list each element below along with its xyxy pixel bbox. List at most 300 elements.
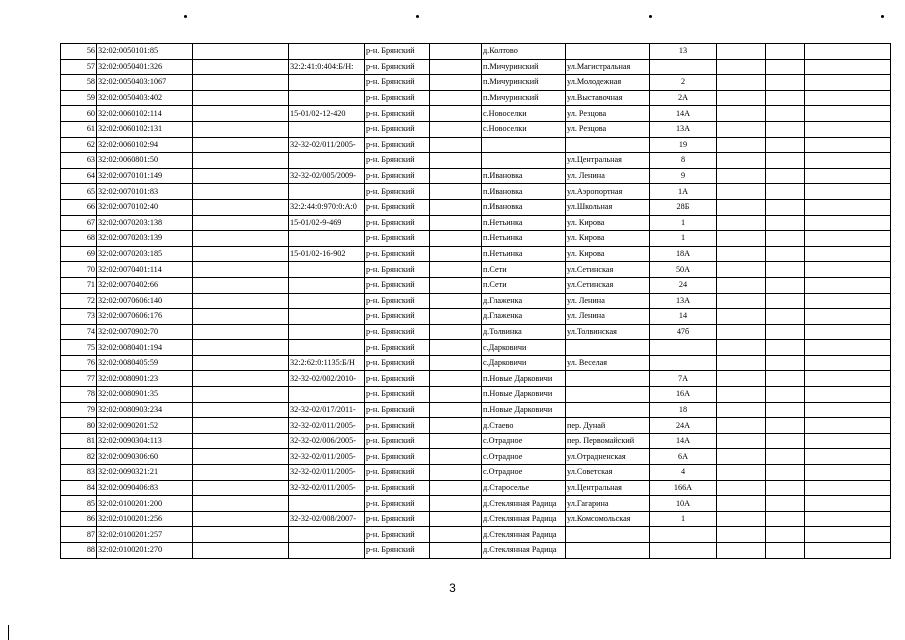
cell-num: 62 bbox=[61, 137, 97, 153]
cell-num: 58 bbox=[61, 75, 97, 91]
cell-c6 bbox=[430, 511, 482, 527]
cell-district: р-н. Брянский bbox=[365, 309, 430, 325]
cell-street bbox=[566, 371, 650, 387]
table-row bbox=[61, 371, 891, 387]
cell-c3 bbox=[193, 293, 289, 309]
table-row bbox=[61, 387, 891, 403]
cell-num: 71 bbox=[61, 277, 97, 293]
cell-num: 84 bbox=[61, 480, 97, 496]
cell-c11 bbox=[766, 293, 805, 309]
cell-c3 bbox=[193, 231, 289, 247]
cell-c6 bbox=[430, 106, 482, 122]
cell-c3 bbox=[193, 153, 289, 169]
cell-cadastral: 32:02:0060102:94 bbox=[97, 137, 193, 153]
cell-c6 bbox=[430, 168, 482, 184]
cell-c11 bbox=[766, 184, 805, 200]
cell-c10 bbox=[717, 59, 766, 75]
cell-c3 bbox=[193, 340, 289, 356]
table-row bbox=[61, 480, 891, 496]
cell-c11 bbox=[766, 168, 805, 184]
cell-c3 bbox=[193, 355, 289, 371]
cell-street bbox=[566, 44, 650, 60]
cell-c6 bbox=[430, 418, 482, 434]
cell-inventory: 15-01/02-16-902 bbox=[289, 246, 365, 262]
cell-house: 1 bbox=[650, 231, 717, 247]
cell-inventory: 15-01/02-9-469 bbox=[289, 215, 365, 231]
cell-c12 bbox=[805, 121, 891, 137]
cell-c11 bbox=[766, 387, 805, 403]
cell-c11 bbox=[766, 355, 805, 371]
cell-street: ул. Кирова bbox=[566, 215, 650, 231]
cell-district: р-н. Брянский bbox=[365, 324, 430, 340]
cell-locality: п.Новые Дарковичи bbox=[482, 387, 566, 403]
cell-c12 bbox=[805, 293, 891, 309]
table-row bbox=[61, 215, 891, 231]
cell-house: 13А bbox=[650, 293, 717, 309]
table-row bbox=[61, 44, 891, 60]
cell-house: 8 bbox=[650, 153, 717, 169]
cell-cadastral: 32:02:0050403:1067 bbox=[97, 75, 193, 91]
cell-street: ул. Резцова bbox=[566, 121, 650, 137]
cell-district: р-н. Брянский bbox=[365, 387, 430, 403]
cell-inventory bbox=[289, 184, 365, 200]
cell-c11 bbox=[766, 402, 805, 418]
cell-street: ул. Резцова bbox=[566, 106, 650, 122]
cell-house: 14А bbox=[650, 433, 717, 449]
cell-locality: д.Глаженка bbox=[482, 309, 566, 325]
cell-district: р-н. Брянский bbox=[365, 59, 430, 75]
cell-c10 bbox=[717, 121, 766, 137]
cell-num: 82 bbox=[61, 449, 97, 465]
cell-inventory: 32-32-02/006/2005- bbox=[289, 433, 365, 449]
cell-house: 9 bbox=[650, 168, 717, 184]
cell-c3 bbox=[193, 418, 289, 434]
cell-num: 78 bbox=[61, 387, 97, 403]
cell-cadastral: 32:02:0060102:131 bbox=[97, 121, 193, 137]
cell-inventory: 32-32-02/011/2005- bbox=[289, 418, 365, 434]
scan-mark bbox=[416, 15, 419, 18]
table-row bbox=[61, 309, 891, 325]
cell-inventory bbox=[289, 340, 365, 356]
cell-c10 bbox=[717, 433, 766, 449]
scan-mark bbox=[881, 15, 884, 18]
cell-cadastral: 32:02:0070203:138 bbox=[97, 215, 193, 231]
page-number: 3 bbox=[449, 581, 456, 595]
table-row bbox=[61, 511, 891, 527]
cell-c12 bbox=[805, 309, 891, 325]
cell-c10 bbox=[717, 90, 766, 106]
cell-street: ул.Выставочная bbox=[566, 90, 650, 106]
cell-c11 bbox=[766, 449, 805, 465]
cell-cadastral: 32:02:0080901:35 bbox=[97, 387, 193, 403]
cell-c12 bbox=[805, 449, 891, 465]
cell-c12 bbox=[805, 496, 891, 512]
cell-locality: д.Колтово bbox=[482, 44, 566, 60]
cell-c10 bbox=[717, 153, 766, 169]
cell-c6 bbox=[430, 496, 482, 512]
cell-district: р-н. Брянский bbox=[365, 184, 430, 200]
cell-c10 bbox=[717, 277, 766, 293]
cell-c6 bbox=[430, 340, 482, 356]
cell-c11 bbox=[766, 137, 805, 153]
cell-num: 56 bbox=[61, 44, 97, 60]
cell-c11 bbox=[766, 480, 805, 496]
cell-street: ул.Отрадненская bbox=[566, 449, 650, 465]
cell-num: 80 bbox=[61, 418, 97, 434]
cell-c6 bbox=[430, 137, 482, 153]
cell-street: ул.Магистральная bbox=[566, 59, 650, 75]
cell-street bbox=[566, 402, 650, 418]
cell-inventory bbox=[289, 543, 365, 559]
cell-c10 bbox=[717, 137, 766, 153]
cell-c3 bbox=[193, 277, 289, 293]
cell-num: 61 bbox=[61, 121, 97, 137]
cell-c10 bbox=[717, 449, 766, 465]
cell-cadastral: 32:02:0090306:60 bbox=[97, 449, 193, 465]
cell-locality: д.Стеклянная Радица bbox=[482, 496, 566, 512]
cell-c6 bbox=[430, 75, 482, 91]
cell-c10 bbox=[717, 387, 766, 403]
cell-locality: с.Новоселки bbox=[482, 106, 566, 122]
cell-c6 bbox=[430, 449, 482, 465]
cell-locality: с.Отрадное bbox=[482, 465, 566, 481]
cell-street: ул.Аэропортная bbox=[566, 184, 650, 200]
cell-c10 bbox=[717, 340, 766, 356]
cell-house: 24А bbox=[650, 418, 717, 434]
cell-district: р-н. Брянский bbox=[365, 90, 430, 106]
cell-c3 bbox=[193, 511, 289, 527]
cell-district: р-н. Брянский bbox=[365, 121, 430, 137]
cell-locality: п.Ивановка bbox=[482, 168, 566, 184]
cell-cadastral: 32:02:0070102:40 bbox=[97, 199, 193, 215]
cell-street: ул. Кирова bbox=[566, 246, 650, 262]
cell-c6 bbox=[430, 121, 482, 137]
cell-c12 bbox=[805, 433, 891, 449]
cell-num: 88 bbox=[61, 543, 97, 559]
cell-district: р-н. Брянский bbox=[365, 44, 430, 60]
table-row bbox=[61, 543, 891, 559]
cell-c3 bbox=[193, 168, 289, 184]
cell-street: ул. Веселая bbox=[566, 355, 650, 371]
cell-num: 72 bbox=[61, 293, 97, 309]
cell-locality: п.Мичуринский bbox=[482, 75, 566, 91]
cell-locality bbox=[482, 153, 566, 169]
cell-c11 bbox=[766, 262, 805, 278]
cell-c11 bbox=[766, 199, 805, 215]
cell-district: р-н. Брянский bbox=[365, 215, 430, 231]
cell-c12 bbox=[805, 231, 891, 247]
cell-house: 50А bbox=[650, 262, 717, 278]
cell-cadastral: 32:02:0100201:257 bbox=[97, 527, 193, 543]
cell-c10 bbox=[717, 480, 766, 496]
cell-c12 bbox=[805, 480, 891, 496]
cell-house: 2 bbox=[650, 75, 717, 91]
table-row bbox=[61, 355, 891, 371]
cell-c6 bbox=[430, 387, 482, 403]
cell-c6 bbox=[430, 355, 482, 371]
cell-c12 bbox=[805, 262, 891, 278]
cell-house: 13А bbox=[650, 121, 717, 137]
table-row bbox=[61, 168, 891, 184]
cell-inventory bbox=[289, 90, 365, 106]
cell-num: 67 bbox=[61, 215, 97, 231]
cell-c10 bbox=[717, 199, 766, 215]
cell-inventory: 32-32-02/011/2005- bbox=[289, 465, 365, 481]
cell-c12 bbox=[805, 324, 891, 340]
cell-c11 bbox=[766, 215, 805, 231]
cell-c3 bbox=[193, 199, 289, 215]
cell-c3 bbox=[193, 371, 289, 387]
cell-c3 bbox=[193, 480, 289, 496]
cell-c6 bbox=[430, 153, 482, 169]
cell-c3 bbox=[193, 75, 289, 91]
cell-c11 bbox=[766, 324, 805, 340]
cell-district: р-н. Брянский bbox=[365, 355, 430, 371]
cell-street: ул.Комсомольская bbox=[566, 511, 650, 527]
cell-locality: п.Нетьинка bbox=[482, 215, 566, 231]
table-row bbox=[61, 340, 891, 356]
cell-c10 bbox=[717, 184, 766, 200]
cell-c6 bbox=[430, 90, 482, 106]
cell-c12 bbox=[805, 137, 891, 153]
cell-num: 86 bbox=[61, 511, 97, 527]
table-row bbox=[61, 199, 891, 215]
cell-locality: с.Отрадное bbox=[482, 449, 566, 465]
cell-c12 bbox=[805, 418, 891, 434]
cell-street: ул. Ленина bbox=[566, 168, 650, 184]
cell-c11 bbox=[766, 418, 805, 434]
cell-c6 bbox=[430, 231, 482, 247]
cell-c6 bbox=[430, 246, 482, 262]
cell-house: 47б bbox=[650, 324, 717, 340]
cell-district: р-н. Брянский bbox=[365, 433, 430, 449]
cell-c12 bbox=[805, 75, 891, 91]
cell-inventory: 32-32-02/011/2005- bbox=[289, 449, 365, 465]
cell-num: 59 bbox=[61, 90, 97, 106]
cell-num: 81 bbox=[61, 433, 97, 449]
cell-cadastral: 32:02:0050403:402 bbox=[97, 90, 193, 106]
cell-street bbox=[566, 387, 650, 403]
scan-mark bbox=[649, 15, 652, 18]
cell-c12 bbox=[805, 90, 891, 106]
cell-cadastral: 32:02:0080903:234 bbox=[97, 402, 193, 418]
cell-cadastral: 32:02:0050401:326 bbox=[97, 59, 193, 75]
cell-c11 bbox=[766, 371, 805, 387]
cell-house: 166А bbox=[650, 480, 717, 496]
cell-num: 77 bbox=[61, 371, 97, 387]
cell-locality: д.Стеклянная Радица bbox=[482, 543, 566, 559]
cell-c10 bbox=[717, 324, 766, 340]
cell-c3 bbox=[193, 496, 289, 512]
cell-c6 bbox=[430, 277, 482, 293]
cell-c12 bbox=[805, 543, 891, 559]
cell-street: ул.Молодежная bbox=[566, 75, 650, 91]
table-row bbox=[61, 465, 891, 481]
cell-street: ул.Советская bbox=[566, 465, 650, 481]
cell-inventory bbox=[289, 527, 365, 543]
cell-c12 bbox=[805, 184, 891, 200]
cell-c3 bbox=[193, 121, 289, 137]
table-row bbox=[61, 293, 891, 309]
cell-c10 bbox=[717, 496, 766, 512]
cell-locality: д.Стаево bbox=[482, 418, 566, 434]
cell-locality: п.Мичуринский bbox=[482, 59, 566, 75]
cell-cadastral: 32:02:0070606:176 bbox=[97, 309, 193, 325]
cell-c11 bbox=[766, 121, 805, 137]
cell-c12 bbox=[805, 106, 891, 122]
cell-district: р-н. Брянский bbox=[365, 262, 430, 278]
cell-num: 66 bbox=[61, 199, 97, 215]
cell-c11 bbox=[766, 277, 805, 293]
cell-cadastral: 32:02:0090201:52 bbox=[97, 418, 193, 434]
cell-c12 bbox=[805, 340, 891, 356]
cell-c6 bbox=[430, 465, 482, 481]
cell-district: р-н. Брянский bbox=[365, 246, 430, 262]
cell-inventory: 32-32-02/011/2005- bbox=[289, 480, 365, 496]
cell-c6 bbox=[430, 402, 482, 418]
cell-cadastral: 32:02:0090406:83 bbox=[97, 480, 193, 496]
cell-inventory bbox=[289, 262, 365, 278]
cell-cadastral: 32:02:0080401:194 bbox=[97, 340, 193, 356]
cell-house: 18 bbox=[650, 402, 717, 418]
cell-inventory bbox=[289, 293, 365, 309]
table-row bbox=[61, 121, 891, 137]
table-row bbox=[61, 262, 891, 278]
cell-locality: д.Стеклянная Радица bbox=[482, 511, 566, 527]
cell-district: р-н. Брянский bbox=[365, 418, 430, 434]
cell-locality: п.Новые Дарковичи bbox=[482, 371, 566, 387]
cell-district: р-н. Брянский bbox=[365, 75, 430, 91]
cell-num: 68 bbox=[61, 231, 97, 247]
table-row bbox=[61, 246, 891, 262]
table-row bbox=[61, 277, 891, 293]
cell-c3 bbox=[193, 106, 289, 122]
table-row bbox=[61, 324, 891, 340]
cell-c12 bbox=[805, 371, 891, 387]
cell-c10 bbox=[717, 402, 766, 418]
table-row bbox=[61, 59, 891, 75]
cell-locality: п.Новые Дарковичи bbox=[482, 402, 566, 418]
cell-house: 28Б bbox=[650, 199, 717, 215]
table-row bbox=[61, 106, 891, 122]
cell-c10 bbox=[717, 527, 766, 543]
cell-c12 bbox=[805, 168, 891, 184]
cell-locality: п.Ивановка bbox=[482, 184, 566, 200]
property-registry-table bbox=[60, 43, 891, 559]
cell-c10 bbox=[717, 44, 766, 60]
cell-c6 bbox=[430, 184, 482, 200]
cell-street bbox=[566, 137, 650, 153]
table-row bbox=[61, 90, 891, 106]
cell-c12 bbox=[805, 277, 891, 293]
cell-locality: п.Сети bbox=[482, 277, 566, 293]
cell-c11 bbox=[766, 543, 805, 559]
cell-num: 85 bbox=[61, 496, 97, 512]
cell-c11 bbox=[766, 433, 805, 449]
cell-c11 bbox=[766, 511, 805, 527]
cell-cadastral: 32:02:0070401:114 bbox=[97, 262, 193, 278]
cell-c6 bbox=[430, 44, 482, 60]
cell-c6 bbox=[430, 215, 482, 231]
cell-c11 bbox=[766, 340, 805, 356]
cell-c10 bbox=[717, 309, 766, 325]
cell-c11 bbox=[766, 309, 805, 325]
cell-c11 bbox=[766, 90, 805, 106]
cell-locality: с.Дарковичи bbox=[482, 340, 566, 356]
table-body bbox=[61, 44, 891, 559]
cell-c3 bbox=[193, 449, 289, 465]
cell-house bbox=[650, 355, 717, 371]
cell-inventory bbox=[289, 231, 365, 247]
cell-house: 19 bbox=[650, 137, 717, 153]
cell-num: 64 bbox=[61, 168, 97, 184]
cell-c11 bbox=[766, 153, 805, 169]
cell-c3 bbox=[193, 527, 289, 543]
cell-c10 bbox=[717, 168, 766, 184]
cell-house: 1 bbox=[650, 215, 717, 231]
table-row bbox=[61, 75, 891, 91]
cell-inventory: 32:2:44:0:970:0:А:0 bbox=[289, 199, 365, 215]
cell-district: р-н. Брянский bbox=[365, 527, 430, 543]
cell-district: р-н. Брянский bbox=[365, 293, 430, 309]
table-row bbox=[61, 184, 891, 200]
cell-street: ул. Кирова bbox=[566, 231, 650, 247]
cell-locality: с.Новоселки bbox=[482, 121, 566, 137]
cell-house: 10А bbox=[650, 496, 717, 512]
cell-district: р-н. Брянский bbox=[365, 480, 430, 496]
cell-locality bbox=[482, 137, 566, 153]
cell-num: 73 bbox=[61, 309, 97, 325]
cell-c11 bbox=[766, 106, 805, 122]
cell-street: ул.Центральная bbox=[566, 480, 650, 496]
cell-cadastral: 32:02:0090321:21 bbox=[97, 465, 193, 481]
cell-c10 bbox=[717, 355, 766, 371]
cell-c3 bbox=[193, 433, 289, 449]
cell-c11 bbox=[766, 75, 805, 91]
cell-c6 bbox=[430, 324, 482, 340]
cell-district: р-н. Брянский bbox=[365, 511, 430, 527]
scan-edge-line bbox=[8, 625, 9, 640]
cell-district: р-н. Брянский bbox=[365, 277, 430, 293]
cell-num: 63 bbox=[61, 153, 97, 169]
cell-num: 60 bbox=[61, 106, 97, 122]
cell-c3 bbox=[193, 465, 289, 481]
cell-num: 79 bbox=[61, 402, 97, 418]
cell-district: р-н. Брянский bbox=[365, 449, 430, 465]
cell-c3 bbox=[193, 184, 289, 200]
cell-inventory: 32:2:41:0:404:Б/Н: bbox=[289, 59, 365, 75]
cell-inventory: 32-32-02/002/2010- bbox=[289, 371, 365, 387]
cell-house: 4 bbox=[650, 465, 717, 481]
cell-c12 bbox=[805, 215, 891, 231]
cell-locality: д.Старосельe bbox=[482, 480, 566, 496]
cell-inventory bbox=[289, 387, 365, 403]
table-row bbox=[61, 527, 891, 543]
cell-c3 bbox=[193, 387, 289, 403]
table-row bbox=[61, 153, 891, 169]
cell-c12 bbox=[805, 199, 891, 215]
cell-c12 bbox=[805, 44, 891, 60]
cell-inventory bbox=[289, 153, 365, 169]
cell-district: р-н. Брянский bbox=[365, 231, 430, 247]
cell-inventory: 32-32-02/017/2011- bbox=[289, 402, 365, 418]
cell-num: 83 bbox=[61, 465, 97, 481]
cell-c10 bbox=[717, 231, 766, 247]
cell-house: 7А bbox=[650, 371, 717, 387]
cell-district: р-н. Брянский bbox=[365, 496, 430, 512]
cell-c10 bbox=[717, 75, 766, 91]
cell-locality: с.Дарковичи bbox=[482, 355, 566, 371]
